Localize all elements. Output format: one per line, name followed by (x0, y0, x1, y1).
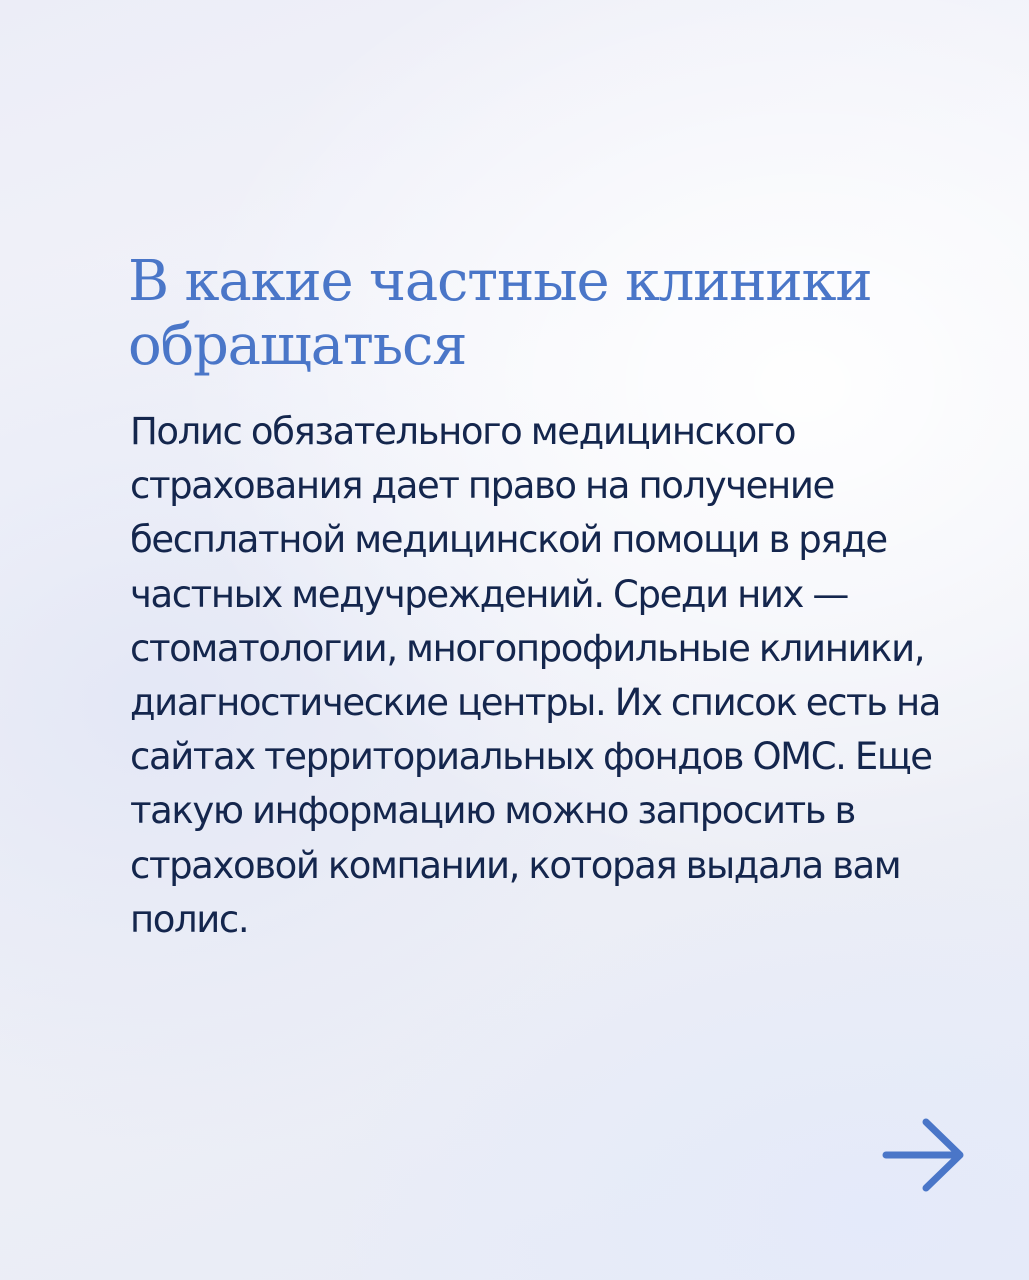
arrow-right-icon[interactable] (882, 1116, 966, 1194)
slide-body-text: Полис обязательного медицинского страхования дает право на получение бесплатной медицинской помощи в ряде частных медучреждений. Среди них — стоматологии, многопрофильные клиники, диагностические центры. Их список есть на сайтах территориальных фондов ОМС. Еще такую информацию можно запросить в страховой компании, которая выдала вам полис. (130, 410, 941, 941)
slide-title: В какие частные клиники обращаться (128, 249, 872, 378)
